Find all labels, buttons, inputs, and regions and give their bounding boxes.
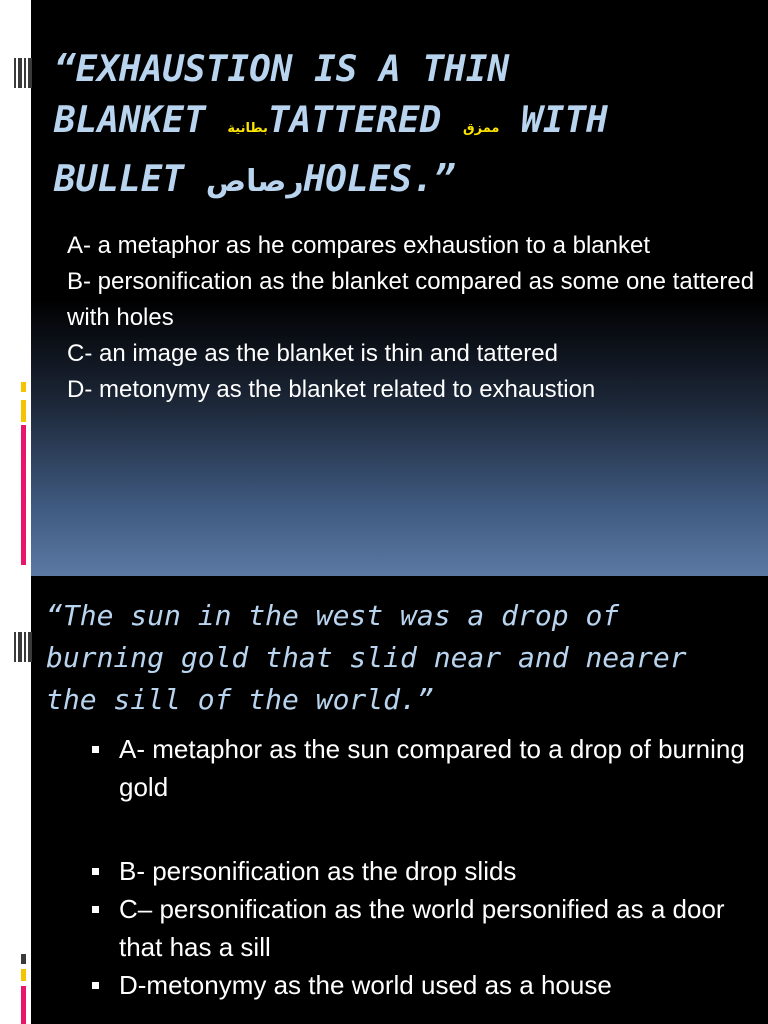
option-b: B- personification as the blanket compared as some one tattered with holes [67,268,755,331]
accent-pink-bar [21,986,26,1024]
arabic-gloss-bullet: رصاص [205,164,304,199]
bullet-icon [92,982,99,989]
slide-2-options [92,730,748,1004]
list-item [92,966,748,1004]
title-word-bullet: BULLET [54,159,185,200]
accent-yellow-bar [21,382,26,392]
option-b: B- personification as the drop slids [119,856,517,886]
accent-yellow-bar [21,969,26,981]
bullet-icon [92,746,99,753]
option-d: D-metonymy as the world used as a house [119,970,612,1000]
title-word-tattered: TATTERED [267,100,442,141]
accent-yellow-bar [21,400,26,422]
slide-1-options [67,228,758,408]
list-item [92,730,748,806]
decorative-bars [14,58,32,88]
title-word-blanket: BLANKET [54,100,206,141]
list-item [92,852,748,890]
option-a: A- metaphor as the sun compared to a drop of burning gold [119,734,745,802]
option-c: C- an image as the blanket is thin and tattered [67,340,558,367]
option-a: A- a metaphor as he compares exhaustion to a blanket [67,232,651,259]
list-item [92,890,748,966]
slide-2-quote: “The sun in the west was a drop of burning gold that slid near and nearer the sill of the world.” [46,599,687,716]
slide-1-title [54,44,748,207]
decorative-bars [14,632,32,662]
arabic-gloss-tattered: ممزق [462,121,500,136]
accent-pink-bar [21,425,26,565]
bullet-icon [92,868,99,875]
arabic-gloss-blanket: بطانية [227,121,268,136]
bullet-icon [92,906,99,913]
option-d: D- metonymy as the blanket related to exhaustion [67,376,596,403]
title-line-1: “EXHAUSTION IS A THIN [54,49,510,90]
option-c: C– personification as the world personified as a door that has a sill [119,894,725,962]
accent-gray-bar [21,954,26,964]
title-word-holes: HOLES.” [303,159,456,200]
title-word-with: WITH [521,100,608,141]
